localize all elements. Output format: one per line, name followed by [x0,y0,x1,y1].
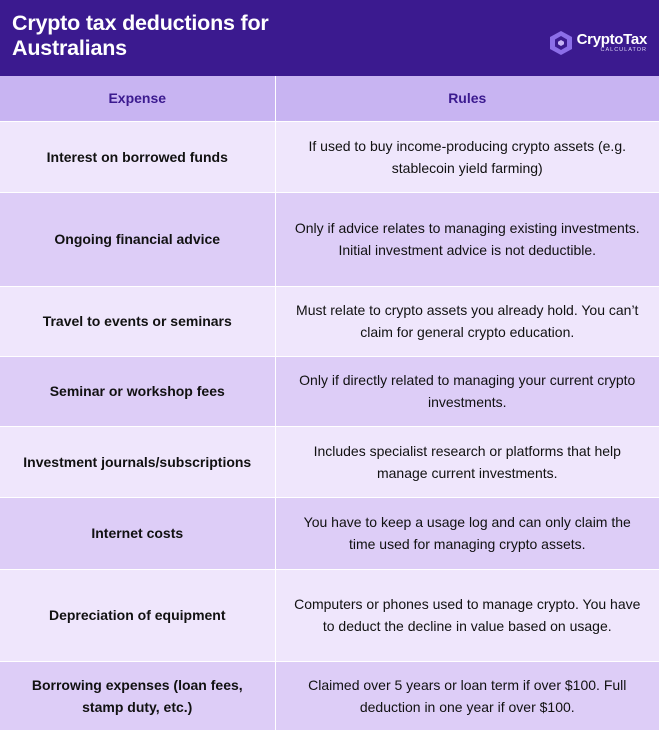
cryptotax-logo-icon [548,30,574,56]
column-header-rules: Rules [275,76,659,121]
rule-cell: Computers or phones used to manage crypto. You have to deduct the decline in value based on usage. [275,569,659,661]
table-row [0,569,659,661]
column-header-expense: Expense [0,76,275,121]
rule-cell: Must relate to crypto assets you already hold. You can’t claim for general crypto education. [275,286,659,356]
rule-cell: If used to buy income-producing crypto assets (e.g. stablecoin yield farming) [275,121,659,192]
table-row [0,192,659,286]
brand-name: CryptoTax [576,31,647,48]
expense-cell: Investment journals/subscriptions [0,426,275,497]
expense-cell: Internet costs [0,497,275,569]
header-banner [0,0,659,76]
brand-subtitle: CALCULATOR [600,47,647,53]
rule-cell: Includes specialist research or platforms that help manage current investments. [275,426,659,497]
expense-cell: Borrowing expenses (loan fees, stamp duty, etc.) [0,661,275,730]
expense-cell: Interest on borrowed funds [0,121,275,192]
expense-cell: Travel to events or seminars [0,286,275,356]
rule-cell: Only if advice relates to managing existing investments. Initial investment advice is not deductible. [275,192,659,286]
brand-logo [548,30,647,56]
table-row [0,121,659,192]
expense-cell: Ongoing financial advice [0,192,275,286]
table-row [0,426,659,497]
rule-cell: Only if directly related to managing your current crypto investments. [275,356,659,426]
expense-cell: Depreciation of equipment [0,569,275,661]
deductions-table [0,76,659,730]
expense-cell: Seminar or workshop fees [0,356,275,426]
rule-cell: Claimed over 5 years or loan term if over $100. Full deduction in one year if over $100. [275,661,659,730]
table-row [0,286,659,356]
table-row [0,356,659,426]
table-row [0,497,659,569]
table-row [0,661,659,730]
page-title: Crypto tax deductions for Australians [12,11,269,60]
table-header-row [0,76,659,121]
rule-cell: You have to keep a usage log and can only claim the time used for managing crypto assets. [275,497,659,569]
